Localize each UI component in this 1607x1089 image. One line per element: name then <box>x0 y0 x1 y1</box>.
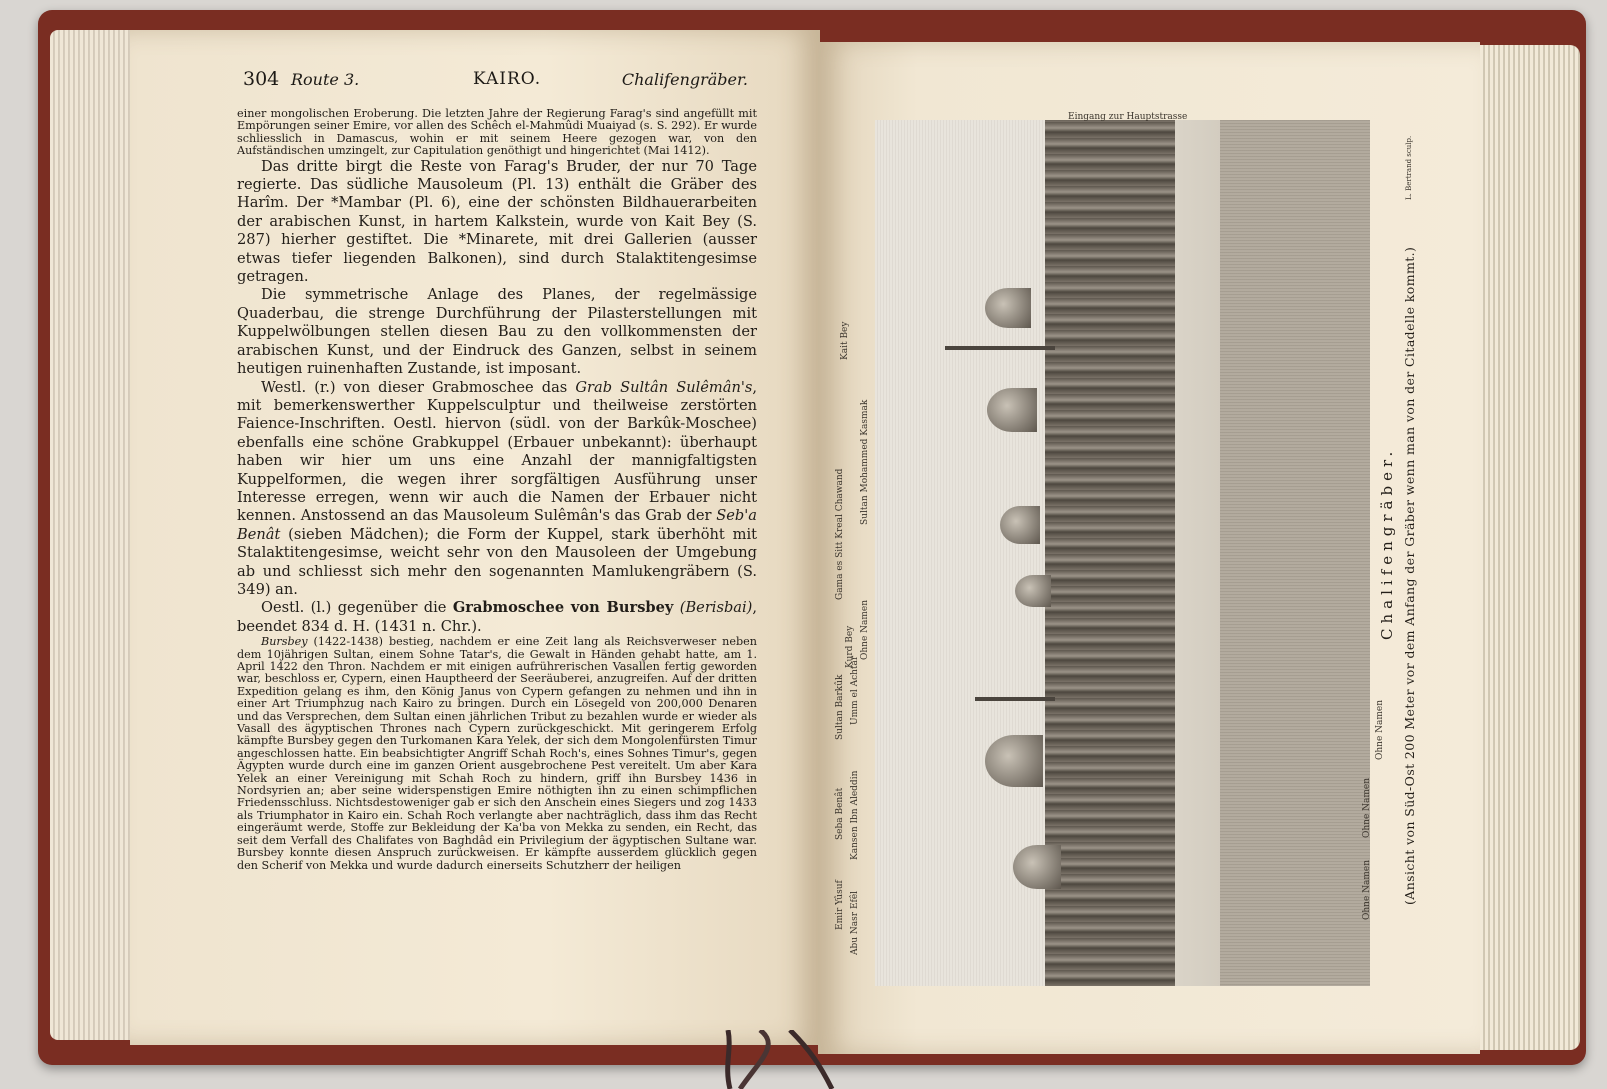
bold-grabmoschee-bursbey: Grabmoschee von Bursbey <box>452 599 674 617</box>
running-header <box>243 68 748 94</box>
plate-label: Sultan Mohammed Kasmak <box>860 399 870 525</box>
city-label: KAIRO. <box>473 69 542 89</box>
emphasis-seba-benat: Seb'a Benât <box>237 507 757 543</box>
engraving-desert <box>1220 120 1370 986</box>
engraving-minaret <box>975 697 1055 701</box>
paragraph-2: Das dritte birgt die Reste von Farag's Bruder, der nur 70 Tage regierte. Das südliche Mausoleum (Pl. 13) enthält die Gräber des Harîm. Der *Mambar (Pl. 6), eine der schönsten Bildhauerarbeiten der arabischen Kunst, in hartem Kalkstein, wurde von Kait Bey (S. 287) hierher gestiftet. Die *Minarete, mit drei Gallerien (ausser etwas tiefer liegenden Balkonen), sind durch Stalaktitengesimse getragen. <box>237 157 757 286</box>
paragraph-4: Westl. (r.) von dieser Grabmoschee das Grab Sultân Sulêmân's, mit bemerkenswerther Kuppelsculptur und theilweise zerstörten Faience-Inschriften. Oestl. hiervon (südl. von der Barkûk-Moschee) ebenfalls eine schöne Grabkuppel (Erbauer unbekannt): überhaupt haben wir hier um uns eine Anzahl der mannigfaltigsten Kuppelformen, die wegen ihrer sorgfältigen Ausführung unser Interesse erregen, wenn wir auch die Namen der Erbauer nicht kennen. Anstossend an das Mausoleum Sulêmân's das Grab der Seb'a Benât (sieben Mädchen); die Form der Kuppel, stark überhöht mit Stalaktitengesimse, weicht sehr von den Mausoleen der Umgebung ab und schliesst sich mehr den sogenannten Mamlukengräbern (S. 349) an. <box>237 378 758 598</box>
left-page-text <box>237 108 757 872</box>
plate-label: Kansen Ibn Aleddin <box>850 770 860 860</box>
emphasis-berisbai: (Berisbai) <box>673 599 753 617</box>
engraving-city <box>1045 120 1195 986</box>
emphasis-grab-suleman: Grab Sultân Sulêmân's <box>575 378 753 396</box>
engraving-dome <box>1000 506 1040 544</box>
plate-label: Ohne Namen <box>1362 859 1372 920</box>
page-number: 304 <box>243 68 280 90</box>
plate-label: Ohne Namen <box>1375 699 1385 760</box>
paragraph-3: Die symmetrische Anlage des Planes, der regelmässige Quaderbau, die strenge Durchführung der Pilasterstellungen mit Kuppelwölbungen stellen diesen Bau zu den vollkommensten der arabischen Kunst, und der Eindruck des Ganzen, selbst in seinem heutigen ruinenhaften Zustande, ist imposant. <box>237 286 757 378</box>
engraving-dome <box>987 388 1037 432</box>
engraving-dome <box>985 735 1043 787</box>
plate-top-label: Eingang zur Hauptstrasse <box>1068 112 1188 122</box>
plate-label: Emir Yûsuf <box>835 880 845 930</box>
engraving-minaret <box>945 346 1055 350</box>
plate-label: Umm el Achtar <box>850 655 860 725</box>
plate-caption-title: Chalifengräber. <box>1378 446 1396 640</box>
plate-label: Seba Benât <box>835 787 845 840</box>
plate-caption-subtitle: (Ansicht von Süd-Ost 200 Meter vor dem Anfang der Gräber wenn man von der Citadelle kommt.) <box>1402 246 1417 905</box>
engraving-dome <box>1013 845 1061 889</box>
page-edges-left <box>50 30 140 1040</box>
plate-label: Kurd Bey <box>845 625 855 668</box>
plate-label: Ohne Namen <box>860 599 870 660</box>
plate-label: Sultan Barkûk <box>835 674 845 740</box>
paragraph-5: Oestl. (l.) gegenüber die Grabmoschee von Bursbey (Berisbai), beendet 834 d. H. (1431 n. Chr.). <box>237 599 758 635</box>
plate-label: Kait Bey <box>840 321 850 360</box>
plate-engraver: L. Bertrand sculp. <box>1405 135 1413 200</box>
plate-label: Ohne Namen <box>1362 777 1372 838</box>
plate-label: Abu Nasr Efêl <box>850 890 860 955</box>
section-label: Chalifengräber. <box>621 70 748 89</box>
engraving-dome <box>985 288 1031 328</box>
bookmark-ribbon <box>720 1030 840 1089</box>
engraving-dome <box>1015 575 1051 607</box>
engraving-plate <box>875 120 1370 986</box>
plate-label: Gama es Sitt Kreal Chawand <box>835 468 845 600</box>
paragraph-6: Bursbey (1422-1438) bestieg, nachdem er eine Zeit lang als Reichsverweser neben dem 10jährigen Sultan, einem Sohne Tatar's, die Gewalt in Händen gehabt hatte, am 1. April 1422 den Thron. Nachdem er mit einigen aufrührerischen Vasallen fertig geworden war, beschloss er, Cypern, einen Hauptheerd der Seeräuberei, anzugreifen. Auf der dritten Expedition gelang es ihm, den König Janus von Cypern gefangen zu nehmen und ihn in einer Art Triumphzug nach Kairo zu bringen. Durch ein Lösegeld von 200,000 Denaren und das Versprechen, dem Sultan einen jährlichen Tribut zu bezahlen wurde er wieder als Vasall des ägyptischen Thrones nach Cypern zurückgeschickt. Mit geringerem Erfolg kämpfte Bursbey gegen den Turkomanen Kara Yelek, der sich dem Mongolenfürsten Timur angeschlossen hatte. Ein beabsichtigter Angriff Schah Roch's, eines Sohnes Timur's, gegen Ägypten wurde durch eine im ganzen Orient ausgebrochene Pest vereitelt. Um aber Kara Yelek an einer Vereinigung mit Schah Roch zu hindern, griff ihn Bursbey 1436 in Nordsyrien an; aber seine widerspenstigen Emire nöthigten ihn zu einen schimpflichen Friedensschluss. Nichtsdestoweniger gab er sich den Anschein eines Siegers und zog 1433 als Triumphator in Kairo ein. Schah Roch verlangte aber nachträglich, dass ihm das Recht eingeräumt werde, Stoffe zur Bekleidung der Ka'ba von Mekka zu senden, ein Recht, das seit dem Verfall des Chalifates von Baghdâd ein Privilegium der ägyptischen Sultane war. Bursbey konnte diesen Anspruch zurückweisen. Er kämpfte ausserdem glücklich gegen den Scherif von Mekka und wurde dadurch einerseits Schutzherr der heiligen <box>237 635 757 872</box>
paragraph-1: einer mongolischen Eroberung. Die letzten Jahre der Regierung Farag's sind angefüllt mit Empörungen seiner Emire, vor allen des Schêch el-Mahmûdi Muaiyad (s. S. 292). Er wurde schliesslich in Damascus, wohin er mit seinem Heere gezogen war, von den Aufständischen umzingelt, zur Capitulation genöthigt und hingerichtet (Mai 1412). <box>237 107 757 158</box>
emphasis-bursbey: Bursbey <box>261 635 308 649</box>
route-label: Route 3. <box>291 70 360 89</box>
